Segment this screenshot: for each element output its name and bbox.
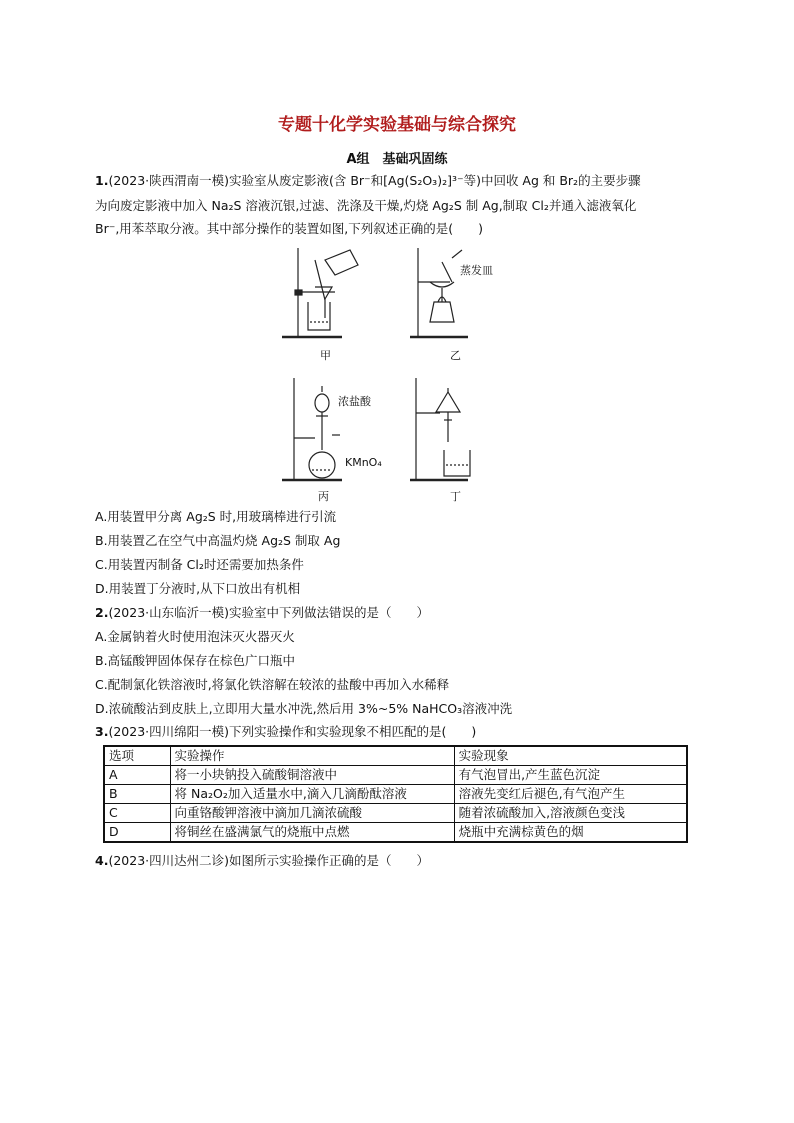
table-header-cell: 选项 bbox=[104, 746, 170, 766]
figure-label-conc-hcl: 浓盐酸 bbox=[338, 395, 371, 408]
q1-option-c: C.用装置丙制备 Cl₂时还需要加热条件 bbox=[95, 557, 304, 572]
q2-number: 2. bbox=[95, 605, 109, 620]
q4-stem: (2023·四川达州二诊)如图所示实验操作正确的是（ ） bbox=[108, 853, 429, 868]
table-cell: C bbox=[104, 804, 170, 823]
table-cell: 烧瓶中充满棕黄色的烟 bbox=[454, 823, 687, 843]
figure-label-ding: 丁 bbox=[450, 490, 461, 503]
figure-label-bing: 丙 bbox=[318, 490, 329, 503]
table-header-cell: 实验操作 bbox=[170, 746, 454, 766]
section-heading: A组 基础巩固练 bbox=[346, 152, 448, 167]
table-cell: 将铜丝在盛满氯气的烧瓶中点燃 bbox=[170, 823, 454, 843]
table-cell: 溶液先变红后褪色,有气泡产生 bbox=[454, 785, 687, 804]
q2-option-c: C.配制氯化铁溶液时,将氯化铁溶解在较浓的盐酸中再加入水稀释 bbox=[95, 677, 450, 692]
q4-number: 4. bbox=[95, 853, 109, 868]
table-cell: B bbox=[104, 785, 170, 804]
q2-stem: (2023·山东临沂一模)实验室中下列做法错误的是（ ） bbox=[108, 605, 429, 620]
apparatus-ding-separatory bbox=[410, 378, 470, 480]
q1-option-a: A.用装置甲分离 Ag₂S 时,用玻璃棒进行引流 bbox=[95, 509, 337, 524]
table-header-cell: 实验现象 bbox=[454, 746, 687, 766]
table-cell: 随着浓硫酸加入,溶液颜色变浅 bbox=[454, 804, 687, 823]
table-cell: 将一小块钠投入硫酸铜溶液中 bbox=[170, 766, 454, 785]
q3-stem-line bbox=[95, 723, 476, 741]
q2-option-a: A.金属钠着火时使用泡沫灭火器灭火 bbox=[95, 629, 295, 644]
q3-options-table bbox=[103, 745, 688, 843]
table-cell: 有气泡冒出,产生蓝色沉淀 bbox=[454, 766, 687, 785]
table-row bbox=[104, 823, 687, 843]
table-header-row bbox=[104, 746, 687, 766]
page-title: 专题十化学实验基础与综合探究 bbox=[278, 115, 516, 135]
table-row bbox=[104, 785, 687, 804]
q1-number: 1. bbox=[95, 173, 109, 188]
figure-label-evaporating-dish: 蒸发皿 bbox=[460, 264, 493, 277]
q2-stem-line bbox=[95, 604, 429, 622]
q1-stem-2: 为向废定影液中加入 Na₂S 溶液沉银,过滤、洗涤及干燥,灼烧 Ag₂S 制 Ag,制取 Cl₂并通入滤液氧化 bbox=[95, 198, 637, 213]
table-row bbox=[104, 804, 687, 823]
q2-option-b: B.高锰酸钾固体保存在棕色广口瓶中 bbox=[95, 653, 296, 668]
table-cell: 向重铬酸钾溶液中滴加几滴浓硫酸 bbox=[170, 804, 454, 823]
q1-line-1 bbox=[95, 172, 641, 190]
apparatus-jia-filtration bbox=[282, 248, 358, 337]
figure-label-kmno4: KMnO₄ bbox=[345, 456, 382, 469]
table-cell: 将 Na₂O₂加入适量水中,滴入几滴酚酞溶液 bbox=[170, 785, 454, 804]
q1-option-b: B.用装置乙在空气中高温灼烧 Ag₂S 制取 Ag bbox=[95, 533, 341, 548]
apparatus-figure bbox=[280, 240, 510, 500]
figure-label-yi: 乙 bbox=[450, 349, 461, 362]
q1-stem-3: Br⁻,用苯萃取分液。其中部分操作的装置如图,下列叙述正确的是( ) bbox=[95, 221, 484, 236]
table-row bbox=[104, 766, 687, 785]
q3-stem: (2023·四川绵阳一模)下列实验操作和实验现象不相匹配的是( ) bbox=[108, 724, 477, 739]
q2-option-d: D.浓硫酸沾到皮肤上,立即用大量水冲洗,然后用 3%~5% NaHCO₃溶液冲洗 bbox=[95, 701, 513, 716]
q4-stem-line bbox=[95, 852, 429, 870]
q1-stem-1: (2023·陕西渭南一模)实验室从废定影液(含 Br⁻和[Ag(S₂O₃)₂]³⁻等)中回收 Ag 和 Br₂的主要步骤 bbox=[108, 173, 641, 188]
q3-number: 3. bbox=[95, 724, 109, 739]
q1-option-d: D.用装置丁分液时,从下口放出有机相 bbox=[95, 581, 301, 596]
figure-label-jia: 甲 bbox=[320, 349, 331, 362]
apparatus-bing-generator bbox=[282, 378, 342, 480]
table-cell: A bbox=[104, 766, 170, 785]
table-cell: D bbox=[104, 823, 170, 843]
